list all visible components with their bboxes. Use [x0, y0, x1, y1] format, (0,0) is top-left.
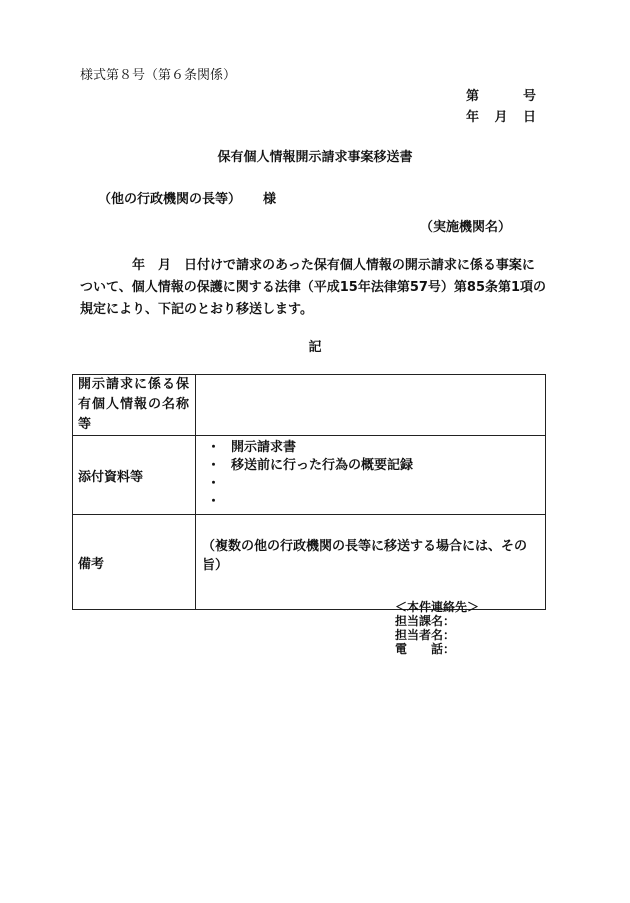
table-row — [73, 436, 546, 515]
table-row — [73, 375, 546, 436]
remarks-label: 備考 — [73, 515, 196, 610]
bullet: ・ — [207, 476, 221, 491]
addressee-honorific: 様 — [263, 192, 277, 207]
document-number — [466, 85, 536, 105]
table-row — [73, 515, 546, 610]
contact-block — [395, 600, 479, 656]
contact-person: 担当者名： — [395, 628, 456, 642]
transfer-details-table — [72, 374, 546, 610]
bullet: ・ — [207, 458, 221, 473]
label-line: 等 — [78, 417, 93, 432]
label-line: 有個人情報の名称 — [78, 397, 191, 412]
body-text — [80, 255, 550, 321]
info-name-value — [196, 375, 546, 436]
attachments-value — [196, 436, 546, 515]
document-date — [466, 106, 536, 125]
body-line: 年 月 日付けで請求のあった保有個人情報の開示請求に係る事案に — [80, 258, 535, 273]
ki-heading: 記 — [308, 340, 322, 355]
addressee-name: （他の行政機関の長等） — [98, 192, 242, 207]
attachment-text: 移送前に行った行為の概要記録 — [231, 458, 414, 473]
body-line: 規定により、下記のとおり移送します。 — [80, 302, 313, 317]
attachments-list — [201, 439, 540, 511]
list-item — [201, 457, 540, 475]
label-line: 開示請求に係る保 — [78, 377, 191, 392]
list-item — [201, 439, 540, 457]
contact-department: 担当課名： — [395, 614, 456, 628]
info-name-label — [73, 375, 196, 436]
contact-heading: ＜本件連絡先＞ — [395, 600, 480, 614]
remarks-value: （複数の他の行政機関の長等に移送する場合には、その旨） — [196, 515, 546, 610]
attachment-text: 開示請求書 — [231, 440, 297, 455]
list-item — [201, 493, 540, 511]
addressee — [98, 188, 276, 207]
date-year: 年 — [466, 110, 480, 125]
form-number: 様式第８号（第６条関係） — [80, 68, 237, 83]
document-title: 保有個人情報開示請求事案移送書 — [217, 150, 413, 165]
sender-organization: （実施機関名） — [420, 220, 512, 235]
date-month: 月 — [494, 110, 508, 125]
attachments-label: 添付資料等 — [73, 436, 196, 515]
body-line: ついて、個人情報の保護に関する法律（平成15年法律第57号）第85条第1項の — [80, 280, 547, 295]
doc-number-prefix: 第 — [466, 89, 480, 104]
bullet: ・ — [207, 440, 221, 455]
list-item — [201, 475, 540, 493]
doc-number-suffix: 号 — [522, 89, 536, 104]
date-day: 日 — [522, 110, 536, 125]
contact-phone: 電 話： — [395, 642, 456, 656]
bullet: ・ — [207, 494, 221, 509]
